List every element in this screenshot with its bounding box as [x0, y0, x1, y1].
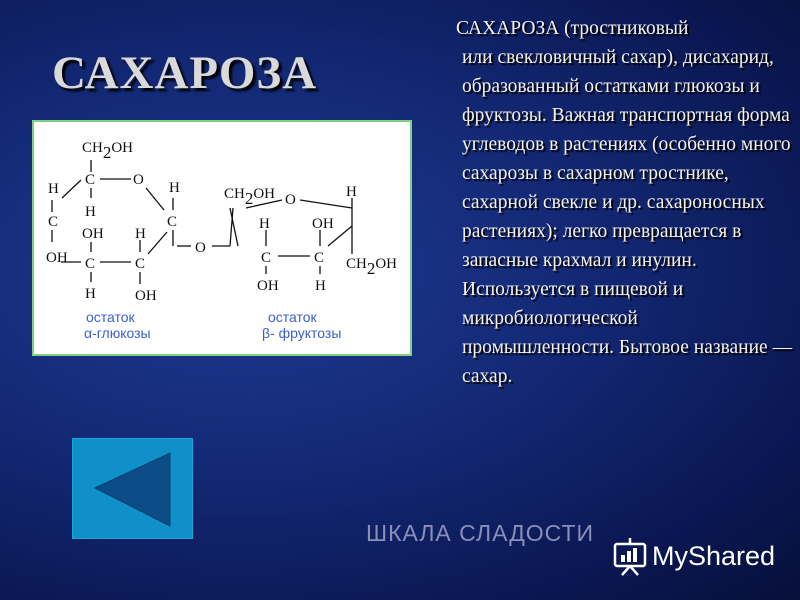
fructose-oh4: OH — [312, 216, 334, 232]
fructose-h4: H — [315, 278, 326, 294]
glycosidic-oxygen: O — [195, 240, 206, 256]
triangle-left-icon — [72, 438, 193, 539]
description-body: или свекловичный сахар), дисахарид, образованный остатками глюкозы и фруктозы. Важная транспортная форма углеводов в растениях (особенно много сахарозы в сахарном тростнике, сахарной свекле и др. сахароносных растениях); легко превращается в запасные крахмал и инулин. Используется в пищевой и микробиологической промышленности. Бытовое название — сахар. — [462, 47, 793, 387]
fructose-ring-oxygen: O — [285, 192, 296, 208]
structure-svg — [34, 122, 414, 358]
glucose-c4: C — [48, 214, 59, 230]
fructose-bonds — [230, 198, 352, 274]
description-text — [456, 14, 794, 391]
sweetness-scale-link[interactable]: ШКАЛА СЛАДОСТИ — [366, 520, 595, 546]
myshared-logo — [612, 534, 775, 578]
glucose-caption-line2: α-глюкозы — [84, 325, 151, 341]
glucose-c2: C — [135, 256, 146, 272]
glucose-c5: C — [85, 172, 96, 188]
back-button[interactable] — [72, 438, 193, 539]
fructose-ch2oh-right-label: CH2OH — [346, 256, 398, 278]
glucose-c3: C — [85, 256, 96, 272]
glucose-ch2oh-label: CH2OH — [82, 140, 134, 162]
glucose-h4: H — [48, 181, 59, 197]
description-first-line: САХАРОЗА (тростниковый — [456, 18, 689, 39]
glucose-h3: H — [85, 286, 96, 302]
glucose-h5: H — [85, 204, 96, 220]
fructose-caption-line2: β- фруктозы — [262, 325, 342, 341]
slide-title: САХАРОЗА — [52, 47, 318, 99]
fructose-h-c5: H — [346, 184, 357, 200]
presentation-icon — [612, 536, 648, 576]
captions — [84, 309, 341, 341]
glucose-c1: C — [167, 214, 178, 230]
logo-text: MyShared — [652, 540, 776, 571]
glucose-oh2: OH — [135, 288, 157, 304]
glucose-oh3: OH — [82, 226, 104, 242]
glucose-h1: H — [169, 180, 180, 196]
fructose-caption-line1: остаток — [268, 309, 317, 325]
glucose-ring-oxygen: O — [133, 172, 144, 188]
fructose-c4: C — [314, 250, 325, 266]
glucose-h2: H — [135, 226, 146, 242]
fructose-h3: H — [259, 216, 270, 232]
glucose-caption-line1: остаток — [86, 309, 135, 325]
fructose-c3: C — [261, 250, 272, 266]
fructose-oh3: OH — [257, 278, 279, 294]
fructose-ch2oh-top-label: CH2OH — [224, 186, 276, 208]
glucose-oh4: OH — [46, 250, 68, 266]
sucrose-structure-diagram — [32, 120, 412, 356]
